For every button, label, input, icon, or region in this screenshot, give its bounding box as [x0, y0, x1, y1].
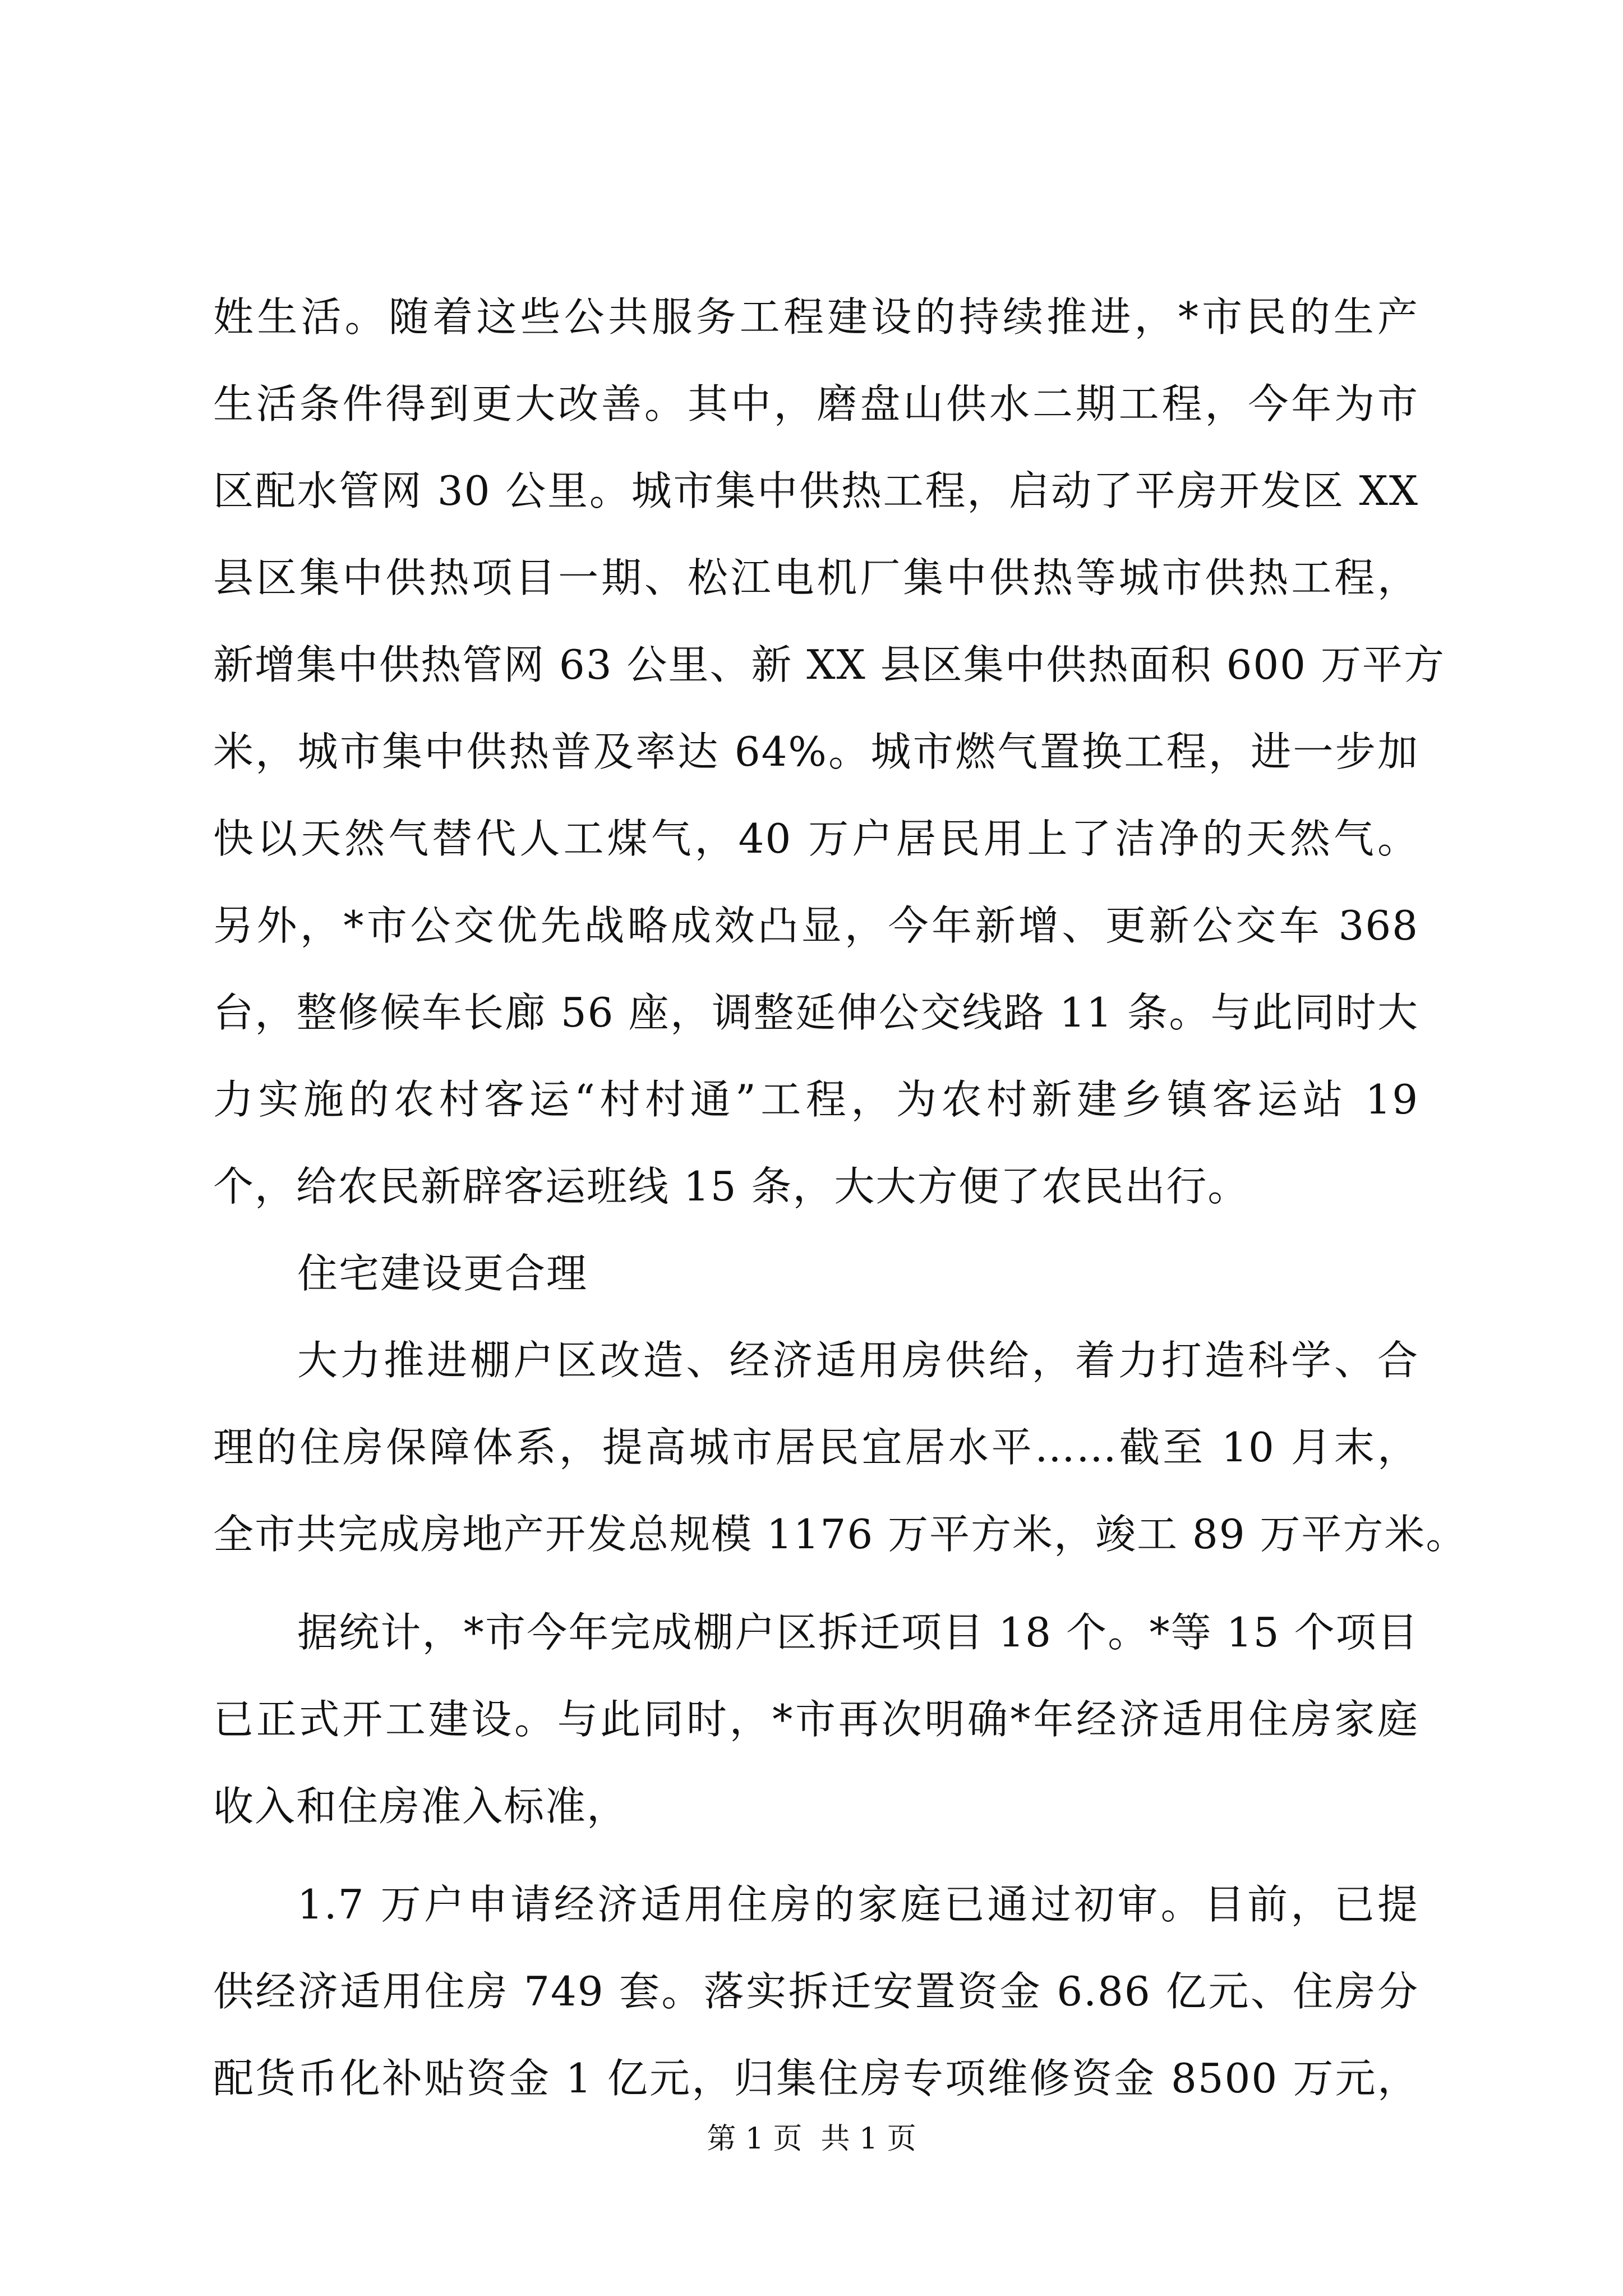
- paragraph-line: 生活条件得到更大改善。其中，磨盘山供水二期工程，今年为市: [213, 380, 1419, 427]
- paragraph-line: 姓生活。随着这些公共服务工程建设的持续推进，*市民的生产: [213, 293, 1419, 341]
- paragraph-line: 快以天然气替代人工煤气，40 万户居民用上了洁净的天然气。: [213, 815, 1419, 862]
- page-footer: 第 1 页 共 1 页: [707, 2122, 916, 2156]
- paragraph-line: 1.7 万户申请经济适用住房的家庭已通过初审。目前，已提: [297, 1881, 1419, 1928]
- paragraph-line: 供经济适用住房 749 套。落实拆迁安置资金 6.86 亿元、住房分: [213, 1968, 1419, 2015]
- paragraph-line: 另外，*市公交优先战略成效凸显，今年新增、更新公交车 368: [213, 902, 1419, 949]
- document-body: [213, 274, 1468, 2122]
- paragraph-line: 力实施的农村客运“村村通”工程，为农村新建乡镇客运站 19: [213, 1076, 1419, 1123]
- paragraph-line: 配货币化补贴资金 1 亿元，归集住房专项维修资金 8500 万元，: [213, 2055, 1419, 2102]
- paragraph-line: 理的住房保障体系，提高城市居民宜居水平……截至 10 月末，: [213, 1424, 1419, 1471]
- paragraph-line: 台，整修候车长廊 56 座，调整延伸公交线路 11 条。与此同时大: [213, 989, 1419, 1036]
- paragraph-line: 米，城市集中供热普及率达 64%。城市燃气置换工程，进一步加: [213, 728, 1419, 775]
- paragraph-line: 个，给农民新辟客运班线 15 条，大大方便了农民出行。: [213, 1163, 1249, 1210]
- paragraph-line: 全市共完成房地产开发总规模 1176 万平方米，竣工 89 万平方米。: [213, 1511, 1468, 1558]
- paragraph-line: 区配水管网 30 公里。城市集中供热工程，启动了平房开发区 XX: [213, 467, 1419, 514]
- paragraph-line: 收入和住房准入标准，: [213, 1783, 629, 1830]
- paragraph-line: 据统计，*市今年完成棚户区拆迁项目 18 个。*等 15 个项目: [297, 1609, 1419, 1656]
- paragraph-line: 大力推进棚户区改造、经济适用房供给，着力打造科学、合: [297, 1337, 1419, 1384]
- paragraph-line: 已正式开工建设。与此同时，*市再次明确*年经济适用住房家庭: [213, 1696, 1419, 1743]
- paragraph-line: 县区集中供热项目一期、松江电机厂集中供热等城市供热工程，: [213, 554, 1419, 601]
- section-heading: 住宅建设更合理: [297, 1250, 588, 1297]
- paragraph-line: 新增集中供热管网 63 公里、新 XX 县区集中供热面积 600 万平方: [213, 641, 1445, 688]
